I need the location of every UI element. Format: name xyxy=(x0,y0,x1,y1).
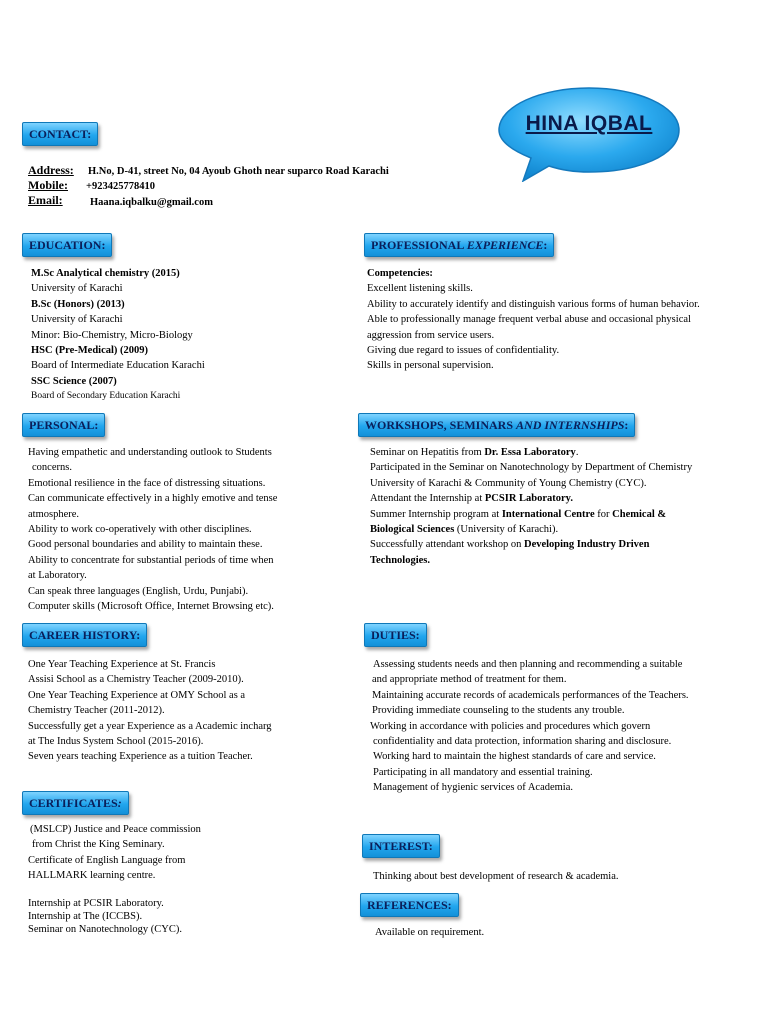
workshops-line: Attendant the Internship at PCSIR Laboratory. xyxy=(370,493,573,505)
personal-line: atmosphere. xyxy=(28,508,80,520)
workshops-line: Summer Internship program at International Centre for Chemical & xyxy=(370,508,667,520)
duties-line: Management of hygienic services of Academia. xyxy=(373,782,574,794)
certificates-spacer xyxy=(28,884,201,896)
professional-experience-heading: PROFESSIONAL EXPERIENCE: xyxy=(364,233,554,257)
contact-heading: CONTACT: xyxy=(22,122,98,146)
duties-line: Providing immediate counseling to the students any trouble. xyxy=(372,705,625,717)
references-text: Available on requirement. xyxy=(375,927,485,938)
career-line: at The Indus System School (2015-2016). xyxy=(28,736,204,748)
duties-line: Assessing students needs and then planning and recommending a suitable xyxy=(373,659,683,670)
interest-heading: INTEREST: xyxy=(362,834,440,858)
education-line: HSC (Pre-Medical) (2009) xyxy=(31,345,149,357)
professional-line: Giving due regard to issues of confidentiality. xyxy=(367,345,560,357)
personal-line: Having empathetic and understanding outlook to Students xyxy=(28,447,272,458)
career-history-heading: CAREER HISTORY: xyxy=(22,623,147,647)
personal-line: Ability to work co-operatively with other disciplines. xyxy=(28,524,252,536)
certificates-line: Certificate of English Language from xyxy=(28,854,186,866)
education-line: Board of Secondary Education Karachi xyxy=(31,391,181,402)
workshops-line: Successfully attendant workshop on Developing Industry Driven xyxy=(370,539,650,551)
certificates-line: Seminar on Nanotechnology (CYC). xyxy=(28,924,182,936)
professional-line: Skills in personal supervision. xyxy=(367,360,494,372)
education-line: SSC Science (2007) xyxy=(31,375,117,387)
workshops-line: Participated in the Seminar on Nanotechnology by Department of Chemistry xyxy=(370,462,693,474)
certificates-section xyxy=(28,822,201,936)
certificates-line: Internship at PCSIR Laboratory. xyxy=(28,897,164,909)
education-line: Minor: Bio-Chemistry, Micro-Biology xyxy=(31,329,193,341)
workshops-line: University of Karachi & Community of Young Chemistry (CYC). xyxy=(370,477,647,489)
professional-section xyxy=(367,266,700,374)
name-bubble xyxy=(497,86,681,182)
certificates-line: from Christ the King Seminary. xyxy=(32,839,165,851)
interest-text: Thinking about best development of research & academia. xyxy=(373,871,619,882)
career-line: One Year Teaching Experience at St. Francis xyxy=(28,659,216,670)
certificates-heading: CERTIFICATES: xyxy=(22,791,129,815)
email-label: Email: xyxy=(28,193,63,207)
duties-heading: DUTIES: xyxy=(364,623,427,647)
workshops-line: Biological Sciences (University of Karachi). xyxy=(370,524,559,536)
personal-line: Emotional resilience in the face of distressing situations. xyxy=(28,477,266,489)
references-heading: REFERENCES: xyxy=(360,893,459,917)
duties-line: confidentiality and data protection, information sharing and disclosure. xyxy=(373,736,672,748)
personal-line: at Laboratory. xyxy=(28,570,87,582)
workshops-section xyxy=(370,445,692,568)
professional-line: Competencies: xyxy=(367,268,433,279)
personal-line: Can communicate effectively in a highly emotive and tense xyxy=(28,493,278,505)
education-line: University of Karachi xyxy=(31,314,123,326)
education-line: B.Sc (Honors) (2013) xyxy=(31,298,125,310)
career-line: Assisi School as a Chemistry Teacher (2009-2010). xyxy=(28,674,244,686)
career-section xyxy=(28,657,272,765)
certificates-line: HALLMARK learning centre. xyxy=(28,870,156,882)
personal-line: Ability to concentrate for substantial periods of time when xyxy=(28,554,274,566)
duties-line: Working in accordance with policies and procedures which govern xyxy=(370,720,651,732)
career-line: Successfully get a year Experience as a Academic incharg xyxy=(28,720,272,732)
duties-line: Working hard to maintain the highest standards of care and service. xyxy=(373,751,656,763)
education-section xyxy=(31,266,205,405)
personal-line: Can speak three languages (English, Urdu, Punjabi). xyxy=(28,585,249,597)
candidate-name: HINA IQBAL xyxy=(525,112,653,135)
email-value: Haana.iqbalku@gmail.com xyxy=(90,197,213,208)
workshops-line: Technologies. xyxy=(370,554,430,566)
certificates-line: (MSLCP) Justice and Peace commission xyxy=(30,824,201,835)
mobile-value: +923425778410 xyxy=(86,181,155,192)
personal-line: concerns. xyxy=(32,462,72,474)
education-line: Board of Intermediate Education Karachi xyxy=(31,360,205,372)
education-line: M.Sc Analytical chemistry (2015) xyxy=(31,268,180,279)
career-line: Seven years teaching Experience as a tuition Teacher. xyxy=(28,751,253,763)
address-value: H.No, D-41, street No, 04 Ayoub Ghoth near suparco Road Karachi xyxy=(88,166,389,177)
certificates-line: Internship at The (ICCBS). xyxy=(28,911,143,923)
education-heading: EDUCATION: xyxy=(22,233,112,257)
duties-line: Maintaining accurate records of academicals performances of the Teachers. xyxy=(372,689,689,701)
duties-line: and appropriate method of treatment for them. xyxy=(372,674,567,686)
address-label: Address: xyxy=(28,163,74,177)
career-line: Chemistry Teacher (2011-2012). xyxy=(28,705,165,717)
duties-line: Participating in all mandatory and essential training. xyxy=(373,766,593,778)
personal-heading: PERSONAL: xyxy=(22,413,105,437)
personal-line: Computer skills (Microsoft Office, Internet Browsing etc). xyxy=(28,601,274,613)
duties-section xyxy=(370,657,689,796)
workshops-line: Seminar on Hepatitis from Dr. Essa Laboratory. xyxy=(370,447,579,458)
professional-line: Able to professionally manage frequent verbal abuse and occasional physical xyxy=(367,314,691,326)
personal-section xyxy=(28,445,277,614)
mobile-label: Mobile: xyxy=(28,178,68,192)
professional-line: aggression from service users. xyxy=(367,329,495,341)
career-line: One Year Teaching Experience at OMY School as a xyxy=(28,689,246,701)
education-line: University of Karachi xyxy=(31,283,123,295)
workshops-heading: WORKSHOPS, SEMINARS AND INTERNSHIPS: xyxy=(358,413,635,437)
professional-line: Excellent listening skills. xyxy=(367,283,473,295)
personal-line: Good personal boundaries and ability to maintain these. xyxy=(28,539,263,551)
professional-line: Ability to accurately identify and distinguish various forms of human behavior. xyxy=(367,298,700,310)
